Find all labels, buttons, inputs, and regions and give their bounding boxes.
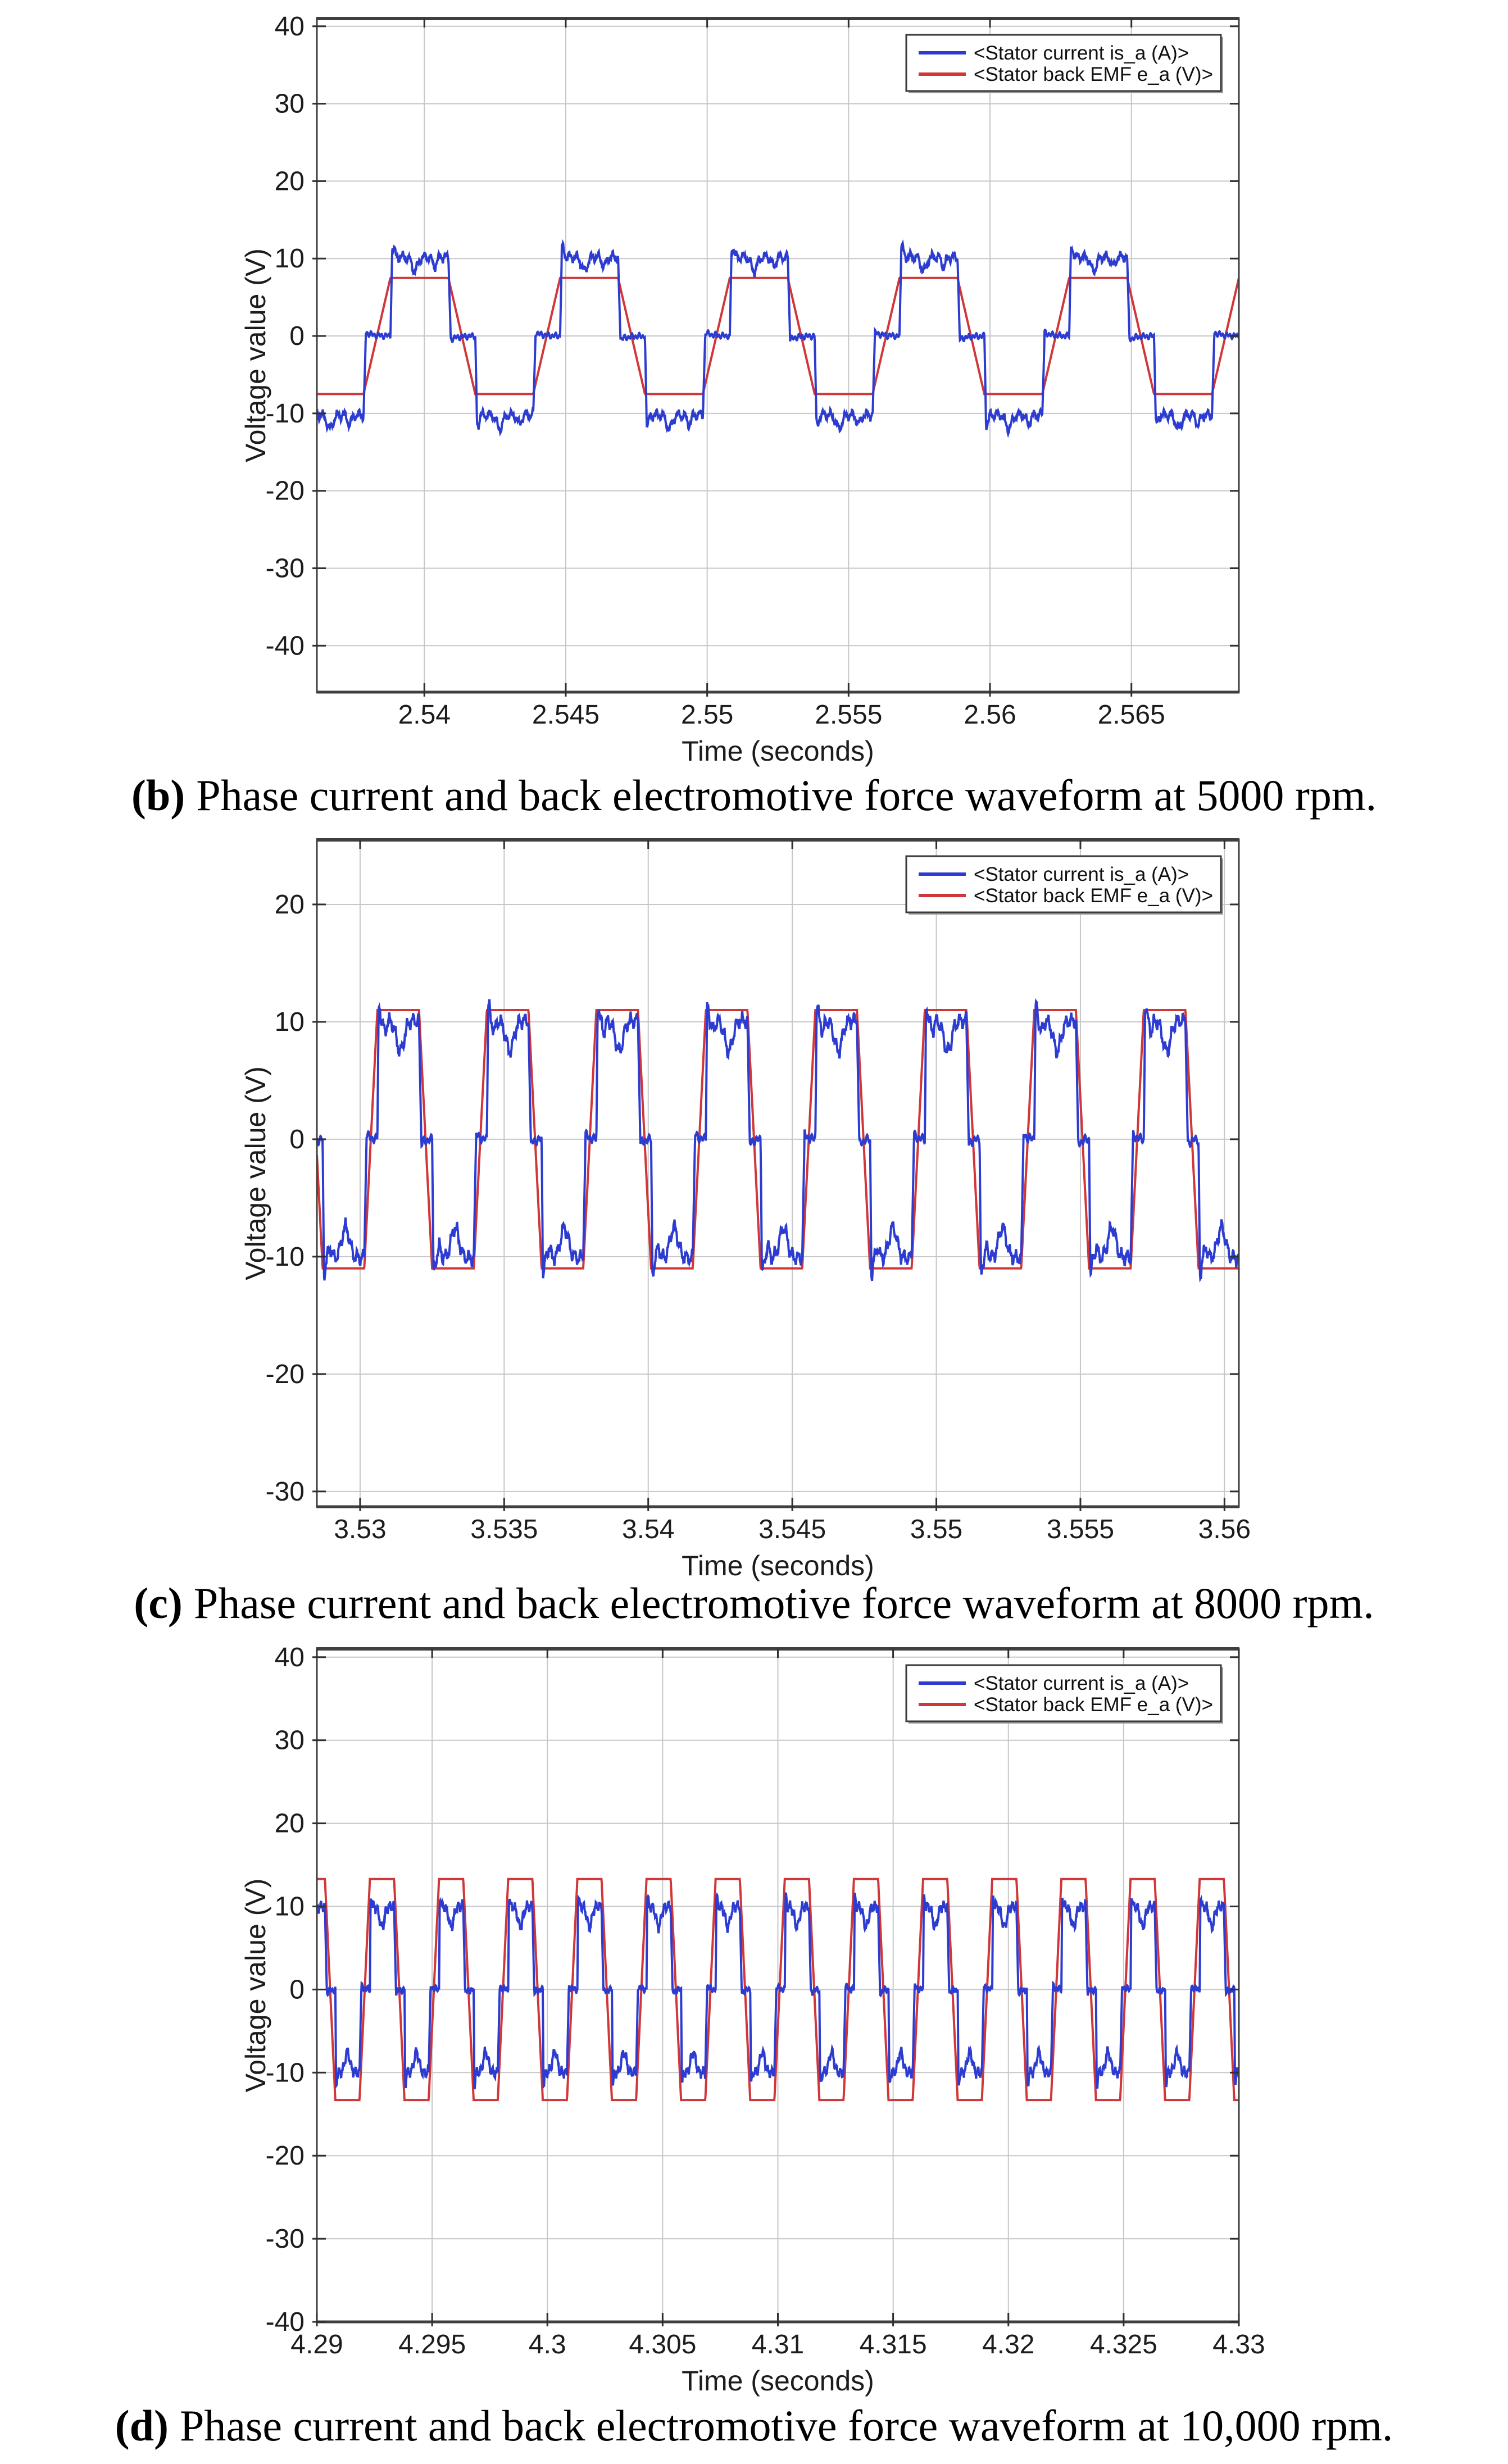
caption-d-label: (d) [115, 2401, 169, 2450]
legend-item-label: <Stator current is_a (A)> [974, 863, 1189, 885]
x-axis-label: Time (seconds) [682, 735, 874, 767]
current-line [317, 243, 1239, 434]
svg-text:4.315: 4.315 [859, 2330, 927, 2360]
chart-c [240, 840, 1251, 1581]
chart-b-legend [906, 35, 1223, 93]
svg-text:2.555: 2.555 [815, 700, 883, 730]
y-axis-label: Voltage value (V) [240, 248, 271, 462]
legend-item-label: <Stator back EMF e_a (V)> [974, 63, 1214, 85]
svg-text:0: 0 [289, 1124, 305, 1154]
legend-item-label: <Stator current is_a (A)> [974, 1672, 1189, 1694]
caption-b-text: Phase current and back electromotive force waveform at 5000 rpm. [196, 771, 1377, 820]
svg-text:4.3: 4.3 [528, 2330, 566, 2360]
svg-text:4.32: 4.32 [982, 2330, 1035, 2360]
svg-text:20: 20 [274, 1808, 305, 1839]
svg-text:20: 20 [274, 889, 305, 920]
svg-text:10: 10 [274, 1892, 305, 1922]
svg-text:-20: -20 [265, 2141, 305, 2171]
svg-text:3.55: 3.55 [910, 1515, 963, 1544]
svg-text:-20: -20 [265, 476, 305, 506]
chart-c-series [317, 999, 1239, 1281]
svg-text:40: 40 [274, 1642, 305, 1672]
svg-text:2.56: 2.56 [964, 700, 1016, 730]
svg-text:-30: -30 [265, 1476, 305, 1507]
svg-text:-10: -10 [265, 398, 305, 429]
svg-text:-10: -10 [265, 1242, 305, 1272]
chart-c-legend [906, 856, 1223, 915]
y-axis-label: Voltage value (V) [240, 1878, 271, 2093]
chart-b-tick-labels [266, 12, 1165, 730]
svg-text:0: 0 [289, 1975, 305, 2005]
svg-text:4.29: 4.29 [290, 2330, 343, 2360]
svg-text:30: 30 [274, 1725, 305, 1756]
chart-d [240, 1643, 1265, 2397]
svg-text:0: 0 [289, 321, 305, 352]
x-axis-label: Time (seconds) [682, 2365, 874, 2397]
svg-text:-20: -20 [265, 1359, 305, 1389]
caption-chart-d [0, 2399, 1508, 2453]
caption-b-label: (b) [131, 771, 185, 820]
svg-text:4.325: 4.325 [1089, 2330, 1157, 2360]
svg-text:40: 40 [274, 11, 305, 42]
chart-c-grid [317, 840, 1239, 1507]
svg-text:4.33: 4.33 [1212, 2330, 1265, 2360]
y-axis-label: Voltage value (V) [240, 1066, 271, 1280]
svg-text:3.54: 3.54 [622, 1515, 675, 1544]
svg-text:-30: -30 [265, 553, 305, 584]
svg-text:10: 10 [274, 1007, 305, 1037]
caption-c-label: (c) [134, 1579, 183, 1627]
chart-b-axes [312, 19, 1239, 697]
svg-text:2.54: 2.54 [398, 700, 451, 730]
caption-chart-c [0, 1576, 1508, 1630]
svg-text:2.565: 2.565 [1097, 700, 1165, 730]
chart-b [240, 12, 1239, 767]
x-axis-label: Time (seconds) [682, 1550, 874, 1581]
svg-text:-10: -10 [265, 2058, 305, 2088]
legend-item-label: <Stator back EMF e_a (V)> [974, 885, 1214, 907]
svg-text:10: 10 [274, 244, 305, 274]
svg-text:-40: -40 [265, 631, 305, 661]
legend-item-label: <Stator back EMF e_a (V)> [974, 1694, 1214, 1716]
caption-chart-b [0, 769, 1508, 822]
svg-text:3.56: 3.56 [1198, 1515, 1251, 1544]
svg-text:2.55: 2.55 [680, 700, 734, 730]
svg-text:20: 20 [274, 166, 305, 197]
svg-text:4.305: 4.305 [629, 2330, 697, 2360]
chart-c-axes [312, 840, 1239, 1511]
svg-text:3.545: 3.545 [758, 1515, 826, 1544]
chart-d-tick-labels [266, 1643, 1265, 2360]
svg-text:3.535: 3.535 [470, 1515, 538, 1544]
chart-d-legend [906, 1665, 1223, 1724]
legend-item-label: <Stator current is_a (A)> [974, 42, 1189, 64]
caption-d-text: Phase current and back electromotive force waveform at 10,000 rpm. [180, 2401, 1393, 2450]
svg-text:4.295: 4.295 [398, 2330, 466, 2360]
svg-text:3.555: 3.555 [1046, 1515, 1115, 1544]
caption-c-text: Phase current and back electromotive force waveform at 8000 rpm. [193, 1579, 1374, 1627]
svg-text:3.53: 3.53 [334, 1515, 387, 1544]
svg-text:-40: -40 [265, 2307, 305, 2337]
svg-text:30: 30 [274, 89, 305, 119]
svg-text:2.545: 2.545 [532, 700, 600, 730]
svg-text:-30: -30 [265, 2224, 305, 2254]
chart-b-series [317, 243, 1239, 434]
chart-b-grid [317, 19, 1239, 692]
current-line [317, 999, 1239, 1281]
svg-text:4.31: 4.31 [751, 2330, 805, 2360]
